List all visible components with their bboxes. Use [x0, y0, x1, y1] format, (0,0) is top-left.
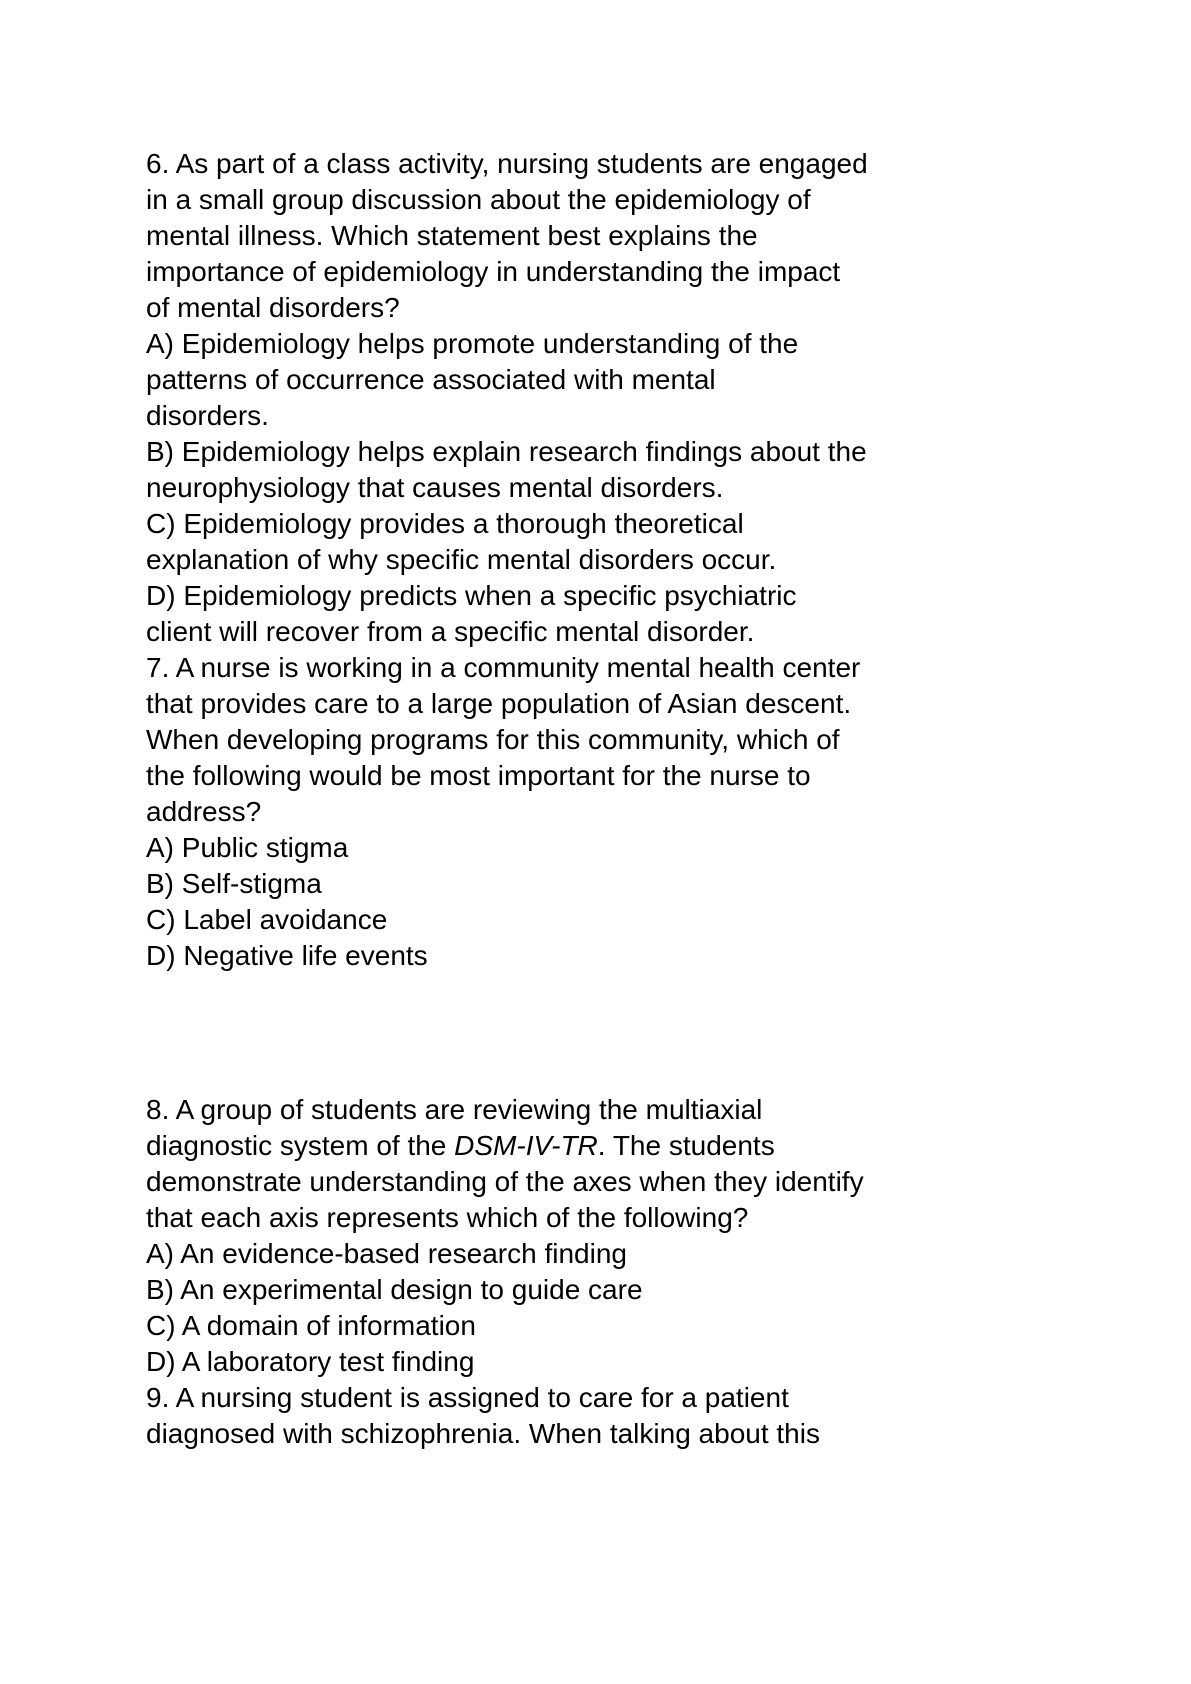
option-line: explanation of why specific mental disorders occur. [146, 544, 777, 575]
question-6-option-b [146, 434, 1146, 506]
question-7-stem-line: 7. A nurse is working in a community mental health center [146, 652, 861, 683]
question-8-option-c: C) A domain of information [146, 1310, 476, 1341]
question-8-stem-line: demonstrate understanding of the axes when they identify [146, 1166, 864, 1197]
question-8-stem-line: 8. A group of students are reviewing the multiaxial [146, 1094, 763, 1125]
question-7-stem-line: When developing programs for this community, which of [146, 724, 840, 755]
stem-text: . The students [597, 1130, 775, 1161]
question-7-stem-line: that provides care to a large population of Asian descent. [146, 688, 852, 719]
question-6-stem-line: in a small group discussion about the epidemiology of [146, 184, 811, 215]
question-8-stem-line: that each axis represents which of the following? [146, 1202, 749, 1233]
option-line: A) Epidemiology helps promote understanding of the [146, 328, 799, 359]
question-6-stem-line: 6. As part of a class activity, nursing students are engaged [146, 148, 868, 179]
question-8-option-d: D) A laboratory test finding [146, 1346, 475, 1377]
question-9 [146, 1380, 1146, 1452]
question-7-option-c: C) Label avoidance [146, 904, 388, 935]
option-line: B) Epidemiology helps explain research findings about the [146, 436, 867, 467]
question-6-option-c [146, 506, 1146, 578]
question-7-stem-line: the following would be most important for the nurse to [146, 760, 811, 791]
text-block-questions-8-9 [146, 1092, 1146, 1452]
question-8-option-b: B) An experimental design to guide care [146, 1274, 643, 1305]
question-8-stem-line [146, 1128, 1146, 1164]
question-6 [146, 146, 1146, 650]
question-6-stem-line: mental illness. Which statement best explains the [146, 220, 758, 251]
dsm-title-italic: DSM-IV-TR [454, 1130, 598, 1161]
question-7 [146, 650, 1146, 974]
text-block-questions-6-7 [146, 146, 1146, 974]
question-6-option-a [146, 326, 1146, 434]
option-line: C) Epidemiology provides a thorough theoretical [146, 508, 744, 539]
question-7-option-b: B) Self-stigma [146, 868, 322, 899]
question-6-stem-line: importance of epidemiology in understanding the impact [146, 256, 841, 287]
option-line: client will recover from a specific mental disorder. [146, 616, 755, 647]
option-line: patterns of occurrence associated with mental [146, 364, 716, 395]
question-8 [146, 1092, 1146, 1380]
option-line: neurophysiology that causes mental disorders. [146, 472, 724, 503]
question-7-option-d: D) Negative life events [146, 940, 428, 971]
question-7-stem-line: address? [146, 796, 262, 827]
question-9-stem-line: diagnosed with schizophrenia. When talking about this [146, 1418, 820, 1449]
stem-text: diagnostic system of the [146, 1130, 455, 1161]
question-8-option-a: A) An evidence-based research finding [146, 1238, 627, 1269]
question-6-option-d [146, 578, 1146, 650]
question-7-option-a: A) Public stigma [146, 832, 349, 863]
question-9-stem-line: 9. A nursing student is assigned to care for a patient [146, 1382, 789, 1413]
question-6-stem-line: of mental disorders? [146, 292, 400, 323]
option-line: disorders. [146, 400, 269, 431]
option-line: D) Epidemiology predicts when a specific psychiatric [146, 580, 797, 611]
